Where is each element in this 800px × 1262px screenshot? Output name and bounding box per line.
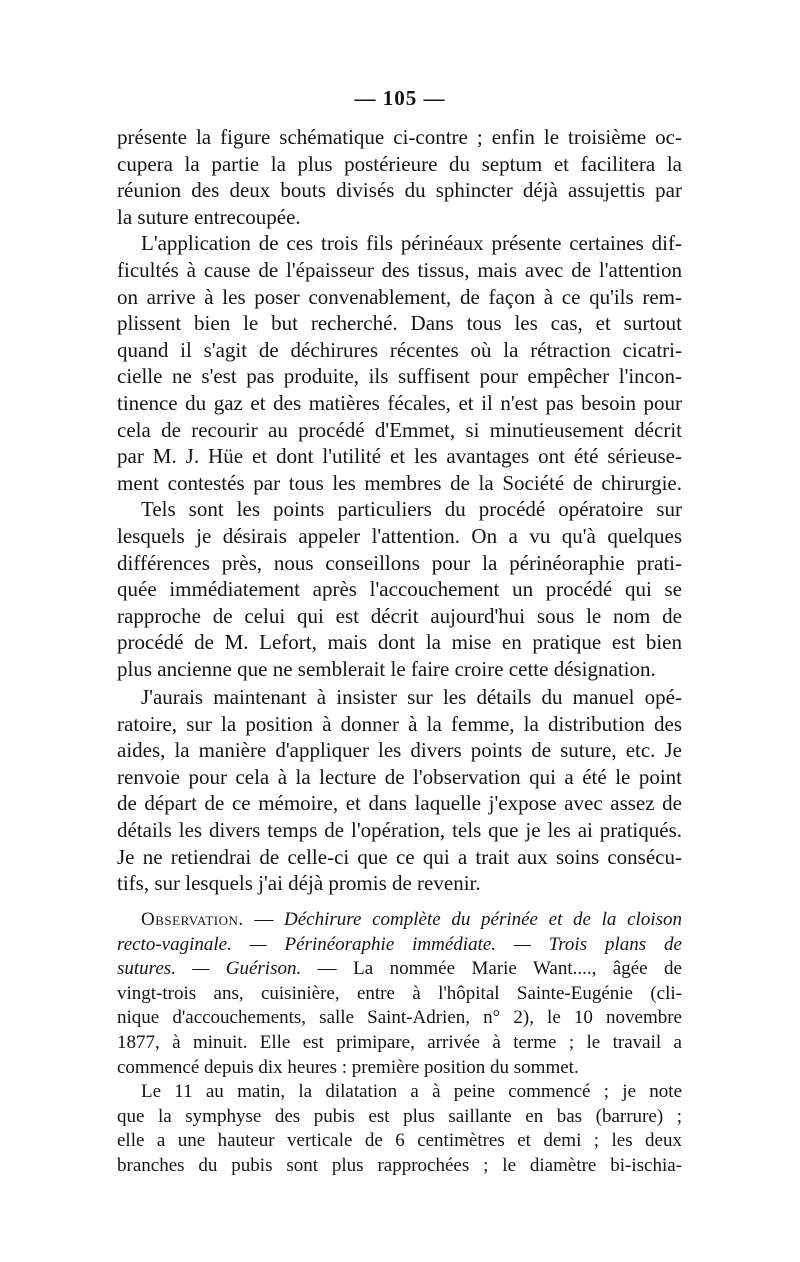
observation-text-start: — La nommée Marie Want...., âgée de <box>301 958 682 980</box>
text-line: différences près, nous conseillons pour la périnéoraphie prati- <box>117 550 682 575</box>
observation-text-line: que la symphyse des pubis est plus saillante en bas (barrure) ; <box>117 1105 682 1127</box>
text-line: ment contestés par tous les membres de la Société de chirurgie. <box>117 470 682 495</box>
observation-text-line <box>117 957 682 982</box>
observation-text-line: Le 11 au matin, la dilatation a à peine commencé ; je note <box>141 1081 682 1103</box>
text-line: aides, la manière d'appliquer les divers points de suture, etc. Je <box>117 738 682 763</box>
text-line: quée immédiatement après l'accouchement un procédé qui se <box>117 577 682 602</box>
text-line: procédé de M. Lefort, mais dont la mise en pratique est bien <box>117 630 682 655</box>
text-line: tifs, sur lesquels j'ai déjà promis de revenir. <box>117 871 481 896</box>
text-line: Je ne retiendrai de celle-ci que ce qui a trait aux soins consécu- <box>117 844 682 869</box>
observation-title: Déchirure complète du périnée et de la cloison <box>284 909 682 930</box>
text-line: détails les divers temps de l'opération, tels que je les ai pratiqués. <box>117 817 682 842</box>
text-line: on arrive à les poser convenablement, de façon à ce qu'ils rem- <box>117 284 682 309</box>
text-line: L'application de ces trois fils périnéaux présente certaines dif- <box>141 231 682 256</box>
observation-text-line: vingt-trois ans, cuisinière, entre à l'hôpital Sainte-Eugénie (cli- <box>117 982 682 1004</box>
observation-text-line: nique d'accouchements, salle Saint-Adrien, n° 2), le 10 novembre <box>117 1007 682 1029</box>
text-line: cupera la partie la plus postérieure du septum et facilitera la <box>117 151 682 176</box>
text-line: ratoire, sur la position à donner à la femme, la distribution des <box>117 711 682 736</box>
observation-text-line: commencé depuis dix heures : première position du sommet. <box>117 1056 579 1078</box>
text-line: de départ de ce mémoire, et dans laquelle j'expose avec assez de <box>117 791 682 816</box>
text-line: lesquels je désirais appeler l'attention. On a vu qu'à quelques <box>117 523 682 548</box>
text-line: la suture entrecoupée. <box>117 204 301 229</box>
observation-text-line: branches du pubis sont plus rapprochées ; le diamètre bi-ischia- <box>117 1154 682 1176</box>
text-line: par M. J. Hüe et dont l'utilité et les avantages ont été sérieuse- <box>117 444 682 469</box>
text-line: tinence du gaz et des matières fécales, et il n'est pas besoin pour <box>117 390 682 415</box>
text-line: cela de recourir au procédé d'Emmet, si minutieusement décrit <box>117 417 682 442</box>
text-line: plissent bien le but recherché. Dans tous les cas, et surtout <box>117 311 682 336</box>
observation-title-line: recto-vaginale. — Périnéoraphie immédiate. — Trois plans de <box>117 933 682 955</box>
text-block-middle <box>117 684 682 897</box>
text-line: Tels sont les points particuliers du procédé opératoire sur <box>141 497 682 522</box>
text-line: J'aurais maintenant à insister sur les détails du manuel opé- <box>141 685 682 709</box>
text-line: plus ancienne que ne semblerait le faire croire cette désignation. <box>117 656 656 681</box>
text-line: quand il s'agit de déchirures récentes où la rétraction cicatri- <box>117 337 682 362</box>
observation-heading-line <box>117 908 682 933</box>
text-line: renvoie pour cela à la lecture de l'observation qui a été le point <box>117 764 682 789</box>
text-line: cielle ne s'est pas produite, ils suffisent pour empêcher l'incon- <box>117 364 682 389</box>
observation-label: Observation. <box>141 909 244 930</box>
observation-text-line: 1877, à minuit. Elle est primipare, arrivée à terme ; le travail a <box>117 1031 682 1053</box>
text-line: rapproche de celui qui est décrit aujourd'hui sous le nom de <box>117 603 682 628</box>
text-line: ficultés à cause de l'épaisseur des tissus, mais avec de l'attention <box>117 257 682 282</box>
text-line: réunion des deux bouts divisés du sphincter déjà assujettis par <box>117 178 682 203</box>
observation-text-line: elle a une hauteur verticale de 6 centimètres et demi ; les deux <box>117 1130 682 1152</box>
page-number: — 105 — <box>354 86 446 110</box>
observation-title-end: sutures. — Guérison. <box>117 958 302 980</box>
observation-dash: — <box>243 909 285 930</box>
text-block-top <box>117 124 682 682</box>
observation-section <box>117 908 682 1179</box>
text-line: présente la figure schématique ci-contre ; enfin le troisième oc- <box>117 125 682 149</box>
